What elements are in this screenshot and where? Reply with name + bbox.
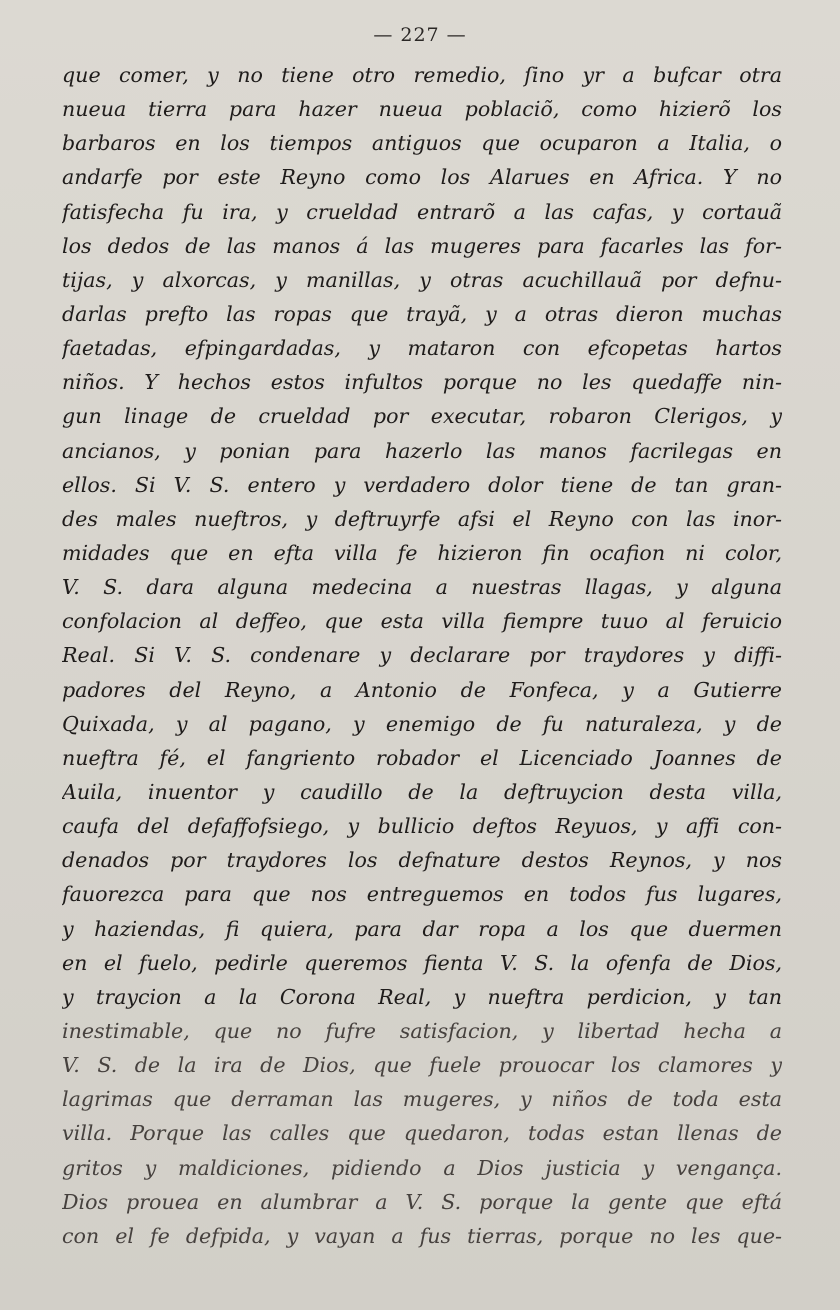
text-line: V. S. de la ira de Dios, que fuele prouocar los clamores y: [62, 1053, 782, 1078]
text-line: Auila, inuentor y caudillo de la deftruycion desta villa,: [62, 779, 782, 804]
text-line: gritos y maldiciones, pidiendo a Dios justicia y vengança.: [62, 1155, 782, 1180]
text-line: gun linage de crueldad por executar, robaron Clerigos, y: [62, 404, 782, 429]
body-text: [62, 58, 782, 1253]
text-line: ellos. Si V. S. entero y verdadero dolor tiene de tan gran-: [62, 472, 782, 497]
text-line: denados por traydores los defnature destos Reynos, y nos: [62, 848, 782, 873]
text-line: nueftra fé, el fangriento robador el Licenciado Joannes de: [62, 745, 782, 770]
text-line: faetadas, efpingardadas, y mataron con efcopetas hartos: [62, 336, 782, 361]
text-line: fatisfecha fu ira, y crueldad entrarõ a las cafas, y cortauã: [62, 199, 782, 224]
text-line: Real. Si V. S. condenare y declarare por traydores y diffi-: [62, 643, 782, 668]
text-line: lagrimas que derraman las mugeres, y niños de toda esta: [62, 1087, 782, 1112]
text-line: caufa del defaffofsiego, y bullicio deftos Reyuos, y affi con-: [62, 814, 782, 839]
page-number: — 227 —: [373, 24, 467, 46]
text-line: villa. Porque las calles que quedaron, todas estan llenas de: [62, 1121, 782, 1146]
text-line: padores del Reyno, a Antonio de Fonfeca, y a Gutierre: [62, 677, 782, 702]
text-line: ancianos, y ponian para hazerlo las manos facrilegas en: [62, 438, 782, 463]
text-line: niños. Y hechos estos infultos porque no les quedaffe nin-: [62, 370, 782, 395]
text-line: y traycion a la Corona Real, y nueftra perdicion, y tan: [62, 984, 782, 1009]
text-line: con el fe defpida, y vayan a fus tierras, porque no les que-: [62, 1223, 782, 1248]
text-line: barbaros en los tiempos antiguos que ocuparon a Italia, o: [62, 131, 782, 156]
text-line: nueua tierra para hazer nueua poblaciõ, como hizierõ los: [62, 97, 782, 122]
text-line: V. S. dara alguna medecina a nuestras llagas, y alguna: [62, 575, 782, 600]
text-line: los dedos de las manos á las mugeres para facarles las for-: [62, 233, 782, 258]
text-line: des males nueftros, y deftruyrfe afsi el Reyno con las inor-: [62, 506, 782, 531]
text-line: Dios prouea en alumbrar a V. S. porque la gente que eftá: [62, 1189, 782, 1214]
text-line: Quixada, y al pagano, y enemigo de fu naturaleza, y de: [62, 711, 782, 736]
text-line: midades que en efta villa fe hizieron fin ocafion ni color,: [62, 540, 782, 565]
text-line: en el fuelo, pedirle queremos fienta V. S. la ofenfa de Dios,: [62, 950, 782, 975]
text-line: inestimable, que no fufre satisfacion, y libertad hecha a: [62, 1018, 782, 1043]
text-line: andarfe por este Reyno como los Alarues en Africa. Y no: [62, 165, 782, 190]
text-line: darlas prefto las ropas que trayã, y a otras dieron muchas: [62, 301, 782, 326]
text-line: y haziendas, fi quiera, para dar ropa a los que duermen: [62, 916, 782, 941]
text-line: que comer, y no tiene otro remedio, ſino yr a bufcar otra: [62, 63, 782, 87]
text-line: confolacion al deffeo, que esta villa fiempre tuuo al feruicio: [62, 609, 782, 634]
text-line: tijas, y alxorcas, y manillas, y otras acuchillauã por defnu-: [62, 267, 782, 292]
text-line: fauorezca para que nos entreguemos en todos fus lugares,: [62, 882, 782, 907]
